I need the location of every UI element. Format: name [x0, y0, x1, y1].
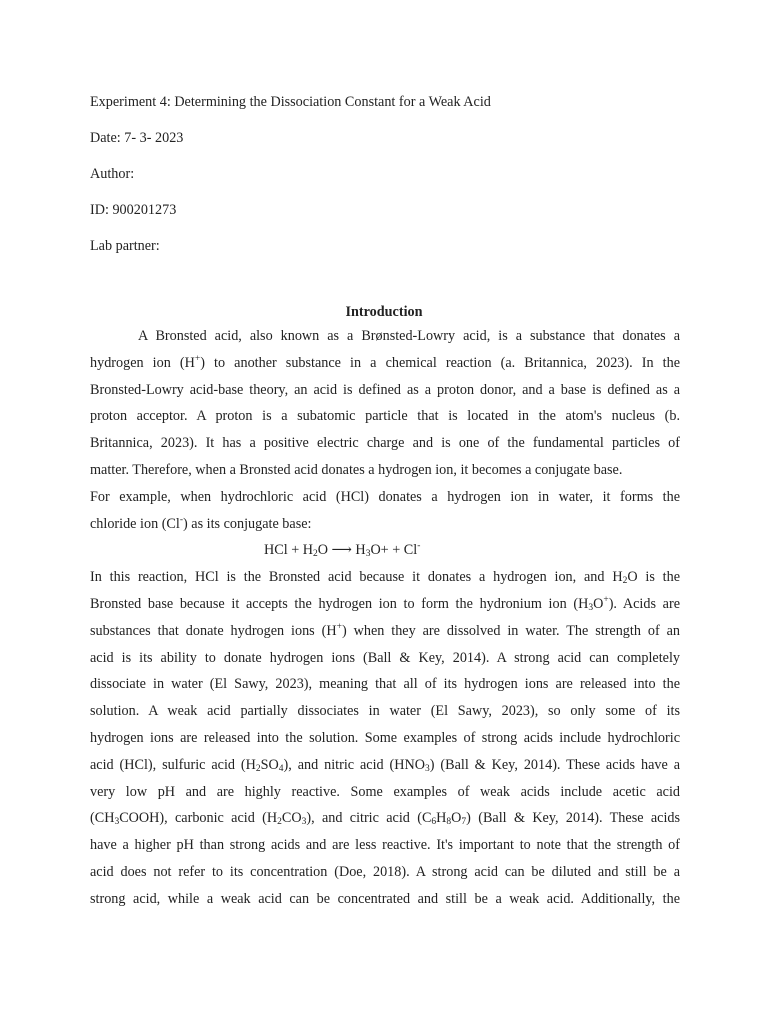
- id-line: ID: 900201273: [90, 202, 177, 218]
- text-line: very low pH and are highly reactive. Some examples of weak acids include acetic acid: [90, 783, 680, 800]
- text-line: proton acceptor. A proton is a subatomic particle that is located in the atom's nucleus (b.: [90, 408, 680, 425]
- text-line: $(CH_3COOH)$, carbonic acid $(H_2CO_3)$, and citric acid $(C_6H_8O_7)$ (Ball & Key, 2014). These acids: [90, 810, 681, 828]
- text-line: dissociate in water (El Sawy, 2023), meaning that all of its hydrogen ions are released into the: [90, 676, 680, 693]
- text-line: hydrogen ions are released into the solution. Some examples of strong acids include hydrochloric: [90, 729, 680, 746]
- introduction-body: [90, 323, 680, 913]
- section-heading: Introduction: [345, 304, 423, 320]
- text-line: Bronsted base because it accepts the hydrogen ion to form the hydronium ion $(H_3O^+)$. Acids are: [90, 594, 680, 613]
- text-line: acid is its ability to donate hydrogen ions (Ball & Key, 2014). A strong acid can completely: [90, 649, 680, 666]
- author-line: Author:: [90, 166, 135, 182]
- text-line: A Bronsted acid, also known as a Brønsted-Lowry acid, is a substance that donates a: [138, 328, 680, 344]
- chemical-equation: HCl + $H_2O$ ⟶ $H_3O+ + Cl^-$: [264, 541, 421, 560]
- experiment-title: Experiment 4: Determining the Dissociation Constant for a Weak Acid: [90, 94, 491, 110]
- text-line: solution. A weak acid partially dissociates in water (El Sawy, 2023), so only some of its: [90, 703, 680, 720]
- text-line: In this reaction, HCl is the Bronsted acid because it donates a hydrogen ion, and $H_2O$ is the: [90, 569, 680, 587]
- text-line: acid (HCl), sulfuric acid $(H_2SO_4)$, and nitric acid $(HNO_3)$ (Ball & Key, 2014). These acids have a: [90, 756, 680, 774]
- text-line: hydrogen ion (H+) to another substance in a chemical reaction (a. Britannica, 2023). In the: [90, 353, 681, 371]
- lab-partner-line: Lab partner:: [90, 238, 160, 254]
- text-line: substances that donate hydrogen ions (H+) when they are dissolved in water. The strength of an: [90, 621, 680, 639]
- text-line: matter. Therefore, when a Bronsted acid donates a hydrogen ion, it becomes a conjugate base.: [90, 461, 623, 478]
- text-line: strong acid, while a weak acid can be concentrated and still be a weak acid. Additionally, the: [90, 890, 680, 907]
- text-line: have a higher pH than strong acids and are less reactive. It's important to note that the strength of: [90, 837, 680, 854]
- text-line: Britannica, 2023). It has a positive electric charge and is one of the fundamental particles of: [90, 435, 680, 452]
- date-line: Date: 7- 3- 2023: [90, 130, 184, 146]
- text-line: For example, when hydrochloric acid (HCl) donates a hydrogen ion in water, it forms the: [90, 488, 680, 505]
- text-line: Bronsted-Lowry acid-base theory, an acid is defined as a proton donor, and a base is defined as a: [90, 381, 680, 398]
- text-line: acid does not refer to its concentration (Doe, 2018). A strong acid can be diluted and still be a: [90, 863, 680, 880]
- text-line: chloride ion (Cl-) as its conjugate base:: [90, 514, 312, 532]
